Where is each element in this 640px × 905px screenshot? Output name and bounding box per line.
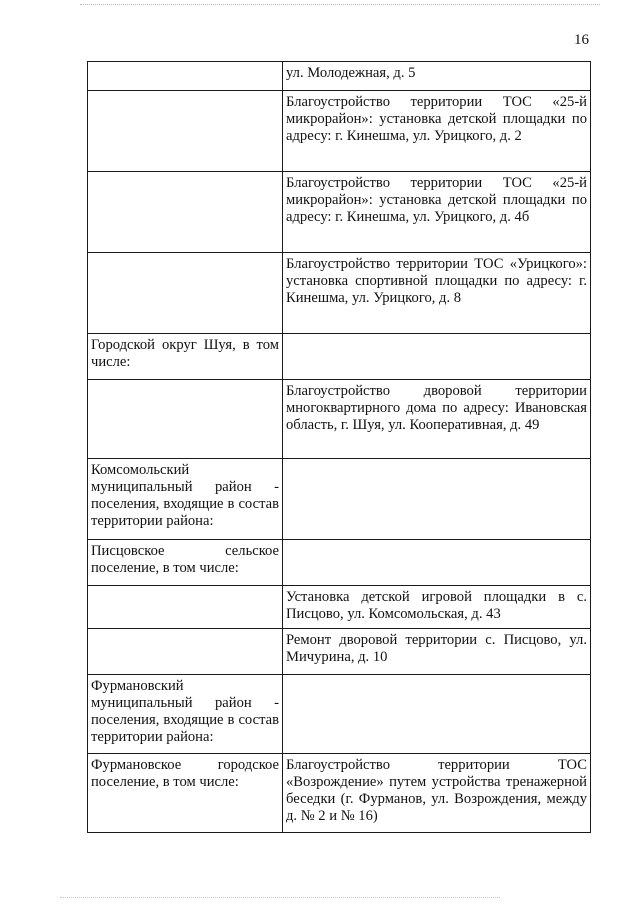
table-row [88,380,591,459]
table-row [88,62,591,91]
table-row [88,586,591,629]
table-cell-left [88,253,283,334]
table-row [88,629,591,675]
document-table [87,61,591,833]
table-row [88,754,591,833]
table-cell-right: Благоустройство территории ТОС «25-й микрорайон»: установка детской площадки по адресу: г. Кинешма, ул. Урицкого, д. 2 [283,91,591,172]
table-row [88,253,591,334]
table-row [88,172,591,253]
table-cell-left [88,629,283,675]
table-cell-right [283,334,591,380]
table-cell-right: ул. Молодежная, д. 5 [283,62,591,91]
table-cell-left [88,380,283,459]
table-cell-right: Благоустройство территории ТОС «25-й микрорайон»: установка детской площадки по адресу: г. Кинешма, ул. Урицкого, д. 4б [283,172,591,253]
table-cell-left [88,91,283,172]
table-cell-right: Благоустройство территории ТОС «Возрождение» путем устройства тренажерной беседки (г. Фурманов, ул. Возрождения, между д. № 2 и № 16) [283,754,591,833]
table-cell-left [88,172,283,253]
table-cell-left [88,586,283,629]
table-cell-right [283,675,591,754]
scan-edge-top [80,4,600,5]
table-row [88,540,591,586]
table-cell-right [283,459,591,540]
table-cell-right [283,540,591,586]
page-number: 16 [574,32,589,48]
scan-edge-bottom [60,897,500,898]
table-row [88,675,591,754]
table-cell-right: Благоустройство дворовой территории многоквартирного дома по адресу: Ивановская область, г. Шуя, ул. Кооперативная, д. 49 [283,380,591,459]
table-cell-left: Писцовское сельское поселение, в том числе: [88,540,283,586]
table-cell-left: Фурмановский муниципальный район - поселения, входящие в состав территории района: [88,675,283,754]
table-cell-left: Городской округ Шуя, в том числе: [88,334,283,380]
table-cell-right: Установка детской игровой площадки в с. Писцово, ул. Комсомольская, д. 43 [283,586,591,629]
table-row [88,334,591,380]
table-row [88,459,591,540]
table-cell-left [88,62,283,91]
table-cell-left: Комсомольский муниципальный район - поселения, входящие в состав территории района: [88,459,283,540]
table-cell-right: Благоустройство территории ТОС «Урицкого»: установка спортивной площадки по адресу: г. Кинешма, ул. Урицкого, д. 8 [283,253,591,334]
table-row [88,91,591,172]
table-cell-right: Ремонт дворовой территории с. Писцово, ул. Мичурина, д. 10 [283,629,591,675]
table-cell-left: Фурмановское городское поселение, в том числе: [88,754,283,833]
